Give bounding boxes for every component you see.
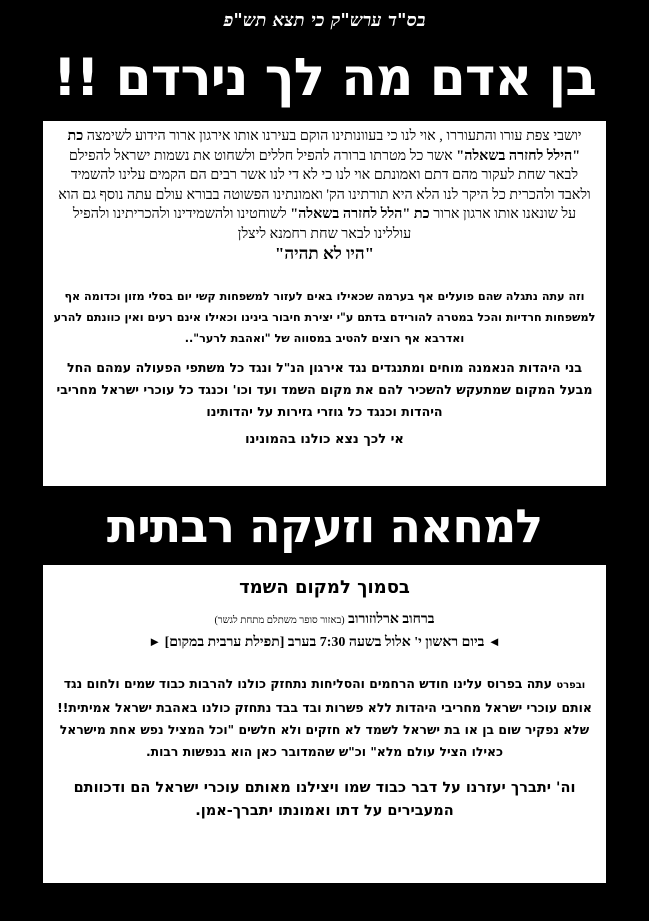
intro-ending: "היו לא תהיה"	[274, 244, 375, 263]
appeal-text: עתה בפרוס עלינו חודש הרחמים והסליחות נתחזק כולנו להרבות כבוד שמים ולחום נגד אותם עוכרי ישראל מחריבי היהדות ללא פשרות ובד בבד נתחזק כולנו באהבת ישראל אמיתית!! שלא נפקיר שום בן או בת ישראל לשמד לא חזקים ולא חלשים "וכל המציל נפש אחת מישראל כאילו הציל עולם מלא" וכ"ש שהמדובר כאן הוא בנפשות רבות.	[57, 676, 592, 759]
appeal-paragraph	[57, 673, 592, 763]
details-box	[43, 565, 606, 883]
intro-text-e: לשוחטינו ולהשמידינו ולהכריתינו ולהפיל עוללינו לבאר שחת רחמנא ליצלן	[72, 206, 412, 242]
warning-paragraph: וזה עתה נתגלה שהם פועלים אף בערמה שכאילו באים לעזור למשפחות קשי יום בסלי מזון וכדומה אף למשפחות חרדיות והכל במטרה להורידם בדתם ע"י יצירת חיבור בינינו וכאילו אינם רעים ואין כוונתם להרע ואדרבא אף רוצים להטיב במסווה של "ואהבת לרער"..	[53, 290, 596, 345]
street-line	[57, 612, 592, 628]
street-note: (באזור סופר משתלם מתחת לגשר)	[214, 615, 345, 626]
arrow-left-icon: ◄	[487, 634, 501, 649]
org-name-1: כת "הילל לחזרה בשאלה"	[67, 128, 581, 164]
page-title: בן אדם מה לך נירדם !!	[53, 48, 596, 108]
location-title: בסמוך למקום השמד	[239, 577, 410, 598]
appeal-prefix: ובפרט	[556, 680, 586, 691]
intro-text-c: אשר כל מטרתו ברורה להפיל חללים ולשחוט את נשמות ישראל להפילם לבאר שחת לעקור מהם דתם ואמונתם אוי לנו כי לא די לנו אשר רבים הם הקמים עלינו להשמיד ולאבד ולהכרית כל היקר לנו הלא היא תורתינו הק' ואמונתינו הפשוטה בבורא עולם עתה נוסף גם הוא על שונאנו אותו ארגון ארור	[58, 147, 591, 222]
header-date-line: בס"ד ערש"ק כי תצא תש"פ	[223, 10, 426, 31]
blessing-paragraph: וה' יתברך יעזרנו על דבר כבוד שמו ויצילנו מאותם עוכרי ישראל הם ודכוותם המעבירים על דתו ואמונתו יתברך-אמן.	[73, 780, 576, 819]
intro-paragraph	[53, 127, 596, 244]
protest-paragraph: בני היהדות הנאמנה מוחים ומתנגדים נגד אירגון הנ"ל ונגד כל משתפי הפעולה עמהם החל מבעל המקום שמתעקש להשכיר להם את מקום השמד ועד וכו' וכנגד כל עוכרי ישראל מחריבי היהדות וכנגד כל גוזרי גזירות על יהדותינו	[56, 360, 593, 419]
call-to-action: אי לכך נצא כולנו בהמונינו	[245, 432, 404, 447]
intro-text-a: יושבי צפת עורו והתעוררו , אוי לנו כי בעוונותינו הוקם בעירנו אותו אירגון ארור הידוע לשימצה	[86, 128, 582, 144]
org-name-2: כת "הלל לחזרה בשאלה"	[290, 206, 430, 222]
street-name: ברחוב ארלוזורוב	[348, 612, 435, 627]
arrow-right-icon: ►	[148, 634, 162, 649]
intro-box	[43, 121, 606, 486]
time-line	[57, 634, 592, 651]
protest-heading: למחאה וזעקה רבתית	[106, 499, 543, 553]
event-time: ביום ראשון י' אלול בשעה 7:30 בערב [תפילת ערבית במקום]	[164, 635, 485, 650]
